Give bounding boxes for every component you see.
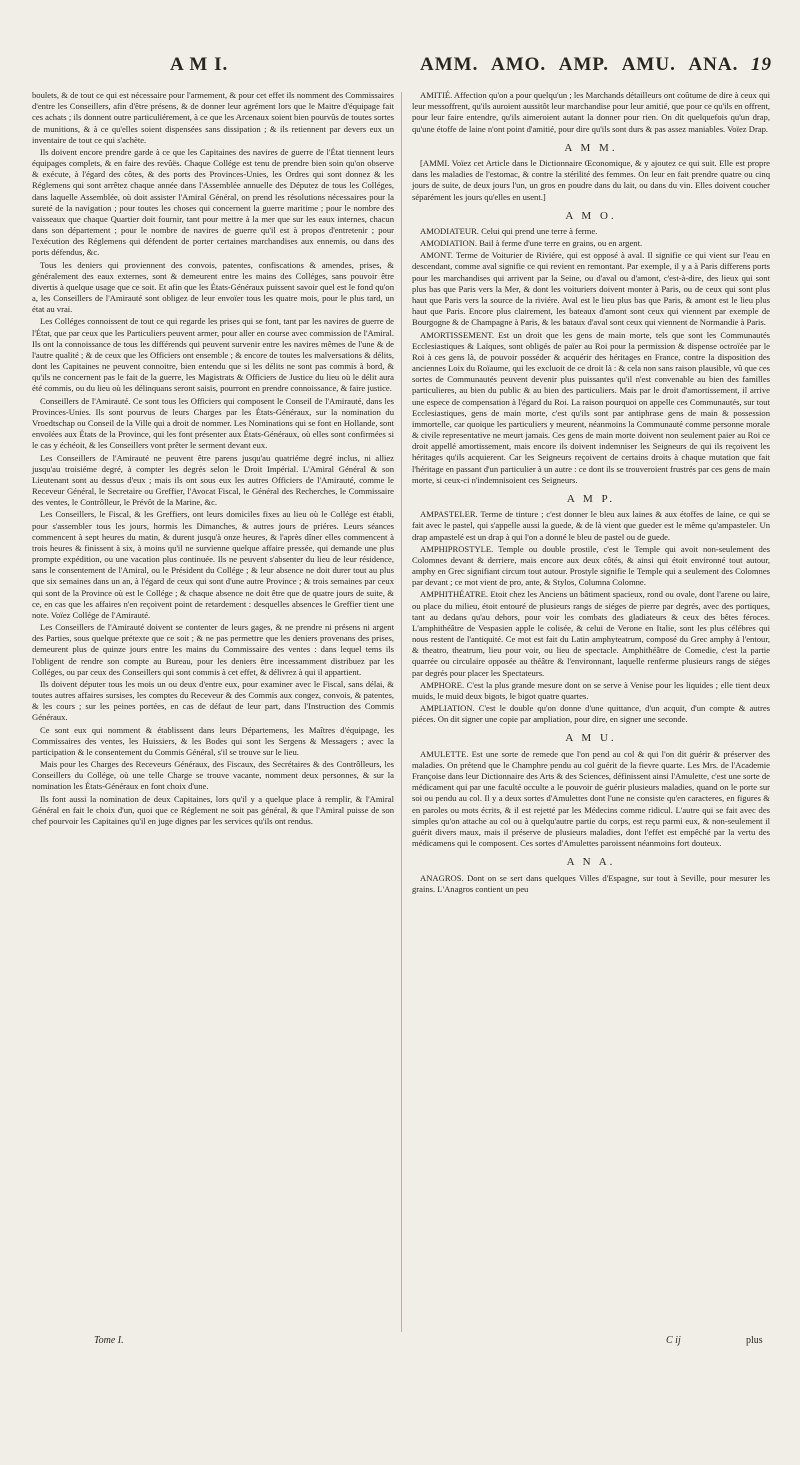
entry-anagros: ANAGROS. Dont on se sert dans quelques Villes d'Espagne, sur tout à Seville, pour mesurer les grains. L'Anagros contient un peu (412, 872, 770, 894)
entry-amortissement: AMORTISSEMENT. Est un droit que les gens de main morte, tels que sont les Communautés Ecclesiastiques & Laïques, sont obligés de païer au Roi pour la permission & dispense octroïée par le Roi à ces gens là, de pouvoir posséder & acquérir des héritages en France, contre la disposition des anciennes Loix du Roïaume, qui les excluoit de ce droit là : & cela non sans raison plausible, vû que ces sortes de Communautés peuvent devenir plus puissantes qu'il n'est convenable au bien des familles particulieres, au bien du public & au bien des particuliers. Mais par le droit d'amortissement, il arrive une espece de compensation à l'égard du Roi. La raison pourquoi on appelle ces Communautés, sur tout Ecclesiastiques, gens de main morte, c'est qu'ils sont par antiphrase gens de main & possession immortelle, car quoique les particuliers y meurent, néanmoins la Communauté comme personne morale & civile representative ne meurt jamais. Ces gens de main morte doivent non seulement paier au Roi ce droit appellé amortissement, mais encore ils doivent indemniser les Seigneurs de qui ils reçoivent les héritages qu'ils acquierent. Car les Seigneurs reçoivent de certains droits à chaque mutation que fait l'héritage en passant d'un particulier à un autre : ce dont ils se trouveroient frustrés par ces gens de main morte, si ceux-ci n'indemnisoient ces Seigneurs. (412, 329, 770, 485)
paragraph: Tous les deniers qui proviennent des convois, patentes, confiscations & amendes, prises, & généralement des eaux externes, sont & demeurent entre les mains des Colléges, sans pouvoir être divertis à quelque usage que ce soit. Et afin que les États-Généraux puissent savoir quel est le fond qu'on a, les Conseillers de l'Amirauté sont obligez de leur envoïer tous les quatre mois, pour le plus tard, un état au vrai. (32, 259, 394, 315)
entry-ampasteler: AMPASTELER. Terme de tinture ; c'est donner le bleu aux laines & aux étoffes de laine, ce qui se fait avec le pastel, qui s'appelle aussi la guede, & de là vient que gueder est le même qu'ampasteler. Un drap ampastelé est un drap à qui l'on a donné le bleu de pastel ou de guede. (412, 509, 770, 542)
column-divider (401, 92, 402, 1332)
head-term: AMM. (420, 54, 479, 75)
section-heading: A M U. (565, 732, 617, 745)
head-term: ANA. (688, 54, 739, 75)
page-number: 19 (751, 54, 772, 75)
paragraph: Ce sont eux qui nomment & établissent dans leurs Départemens, les Maîtres d'équipage, les Commissaires des ventes, les Huissiers, & les Bodes qui sont les Sergens & Messagers ; avec la participation & le consentement du Commis Général, s'il se trouve sur le lieu. (32, 724, 394, 757)
entry-amont: AMONT. Terme de Voiturier de Riviére, qui est opposé à aval. Il signifie ce qui vient sur l'eau en descendant, comme aval signifie ce qui revient en remontant. Par exemple, il y a à Paris differens ports pour les marchandises qui arrivent par la Seine, ou d'aval ou d'amont, c'est-à-dire, des lieux qui sont plus bas que Paris vers la Mer, & dont les voituriers doivent monter à Paris, ou de ceux qui sont plus haut que Paris vers la source de la riviére. Aval est le lieu plus bas que Paris, & amont est le lieu plus haut que Paris. Encore plus clairement, les bateaux d'amont sont ceux qui viennent par exemple de Bourgogne & de Champagne à Paris, & les bataux d'aval sont ceux qui viennent de Normandie à Paris. (412, 250, 770, 328)
running-head-right (420, 54, 772, 76)
paragraph: boulets, & de tout ce qui est nécessaire pour l'armement, & pour cet effet ils nomment des Commissaires d'entre les Conseillers, afin d'être présens, & de donner leur agrément lors que le Maitre d'équipage fait ces achats ; ils donnent outre particuliérement, à ce que les Arcenaux soient bien pourvûs de toutes sortes de munitions, & à ce qu'elles soient dispensées sans dissipation ; & ils retiennent par devers eux un inventaire de tout ce qui s'achète. (32, 90, 394, 145)
right-column (412, 90, 770, 896)
paragraph: Mais pour les Charges des Receveurs Généraux, des Fiscaux, des Secrétaires & des Contrôlleurs, les Conseillers du Collége, où une telle Charge se trouve vacante, nomment deux personnes, & sur la nomination les États-Généraux en font choix d'une. (32, 759, 394, 792)
paragraph: Ils font aussi la nomination de deux Capitaines, lors qu'il y a quelque place à remplir, & l'Amiral Général en fait le choix d'un, quoi que ce Réglement ne soit pas général, & que l'Amiral puisse de son chef pourvoir les Capitaines qu'il en juge dignes par les services qu'ils ont rendus. (32, 793, 394, 826)
paragraph: Ils doivent députer tous les mois un ou deux d'entre eux, pour examiner avec le Fiscal, sans délai, & toutes autres affaires sursises, les comptes du Receveur & des Commis aux congez, convois, & patentes, & les cours ; sur les peines portées, en cas de défaut de leur part, dans l'Instruction des Commis Généraux. (32, 678, 394, 723)
section-heading: A M O. (565, 209, 617, 222)
entry-amulette: AMULETTE. Est une sorte de remede que l'on pend au col & qui l'on dit guérir & préserver des maladies. On prétend que le Champhre pendu au col guérit de la fievre quarte. Les Mrs. de l'Academie Françoise dans leur Dictionnaire des Arts & des Sciences, définissent ainsi l'Amulette, c'est une sorte de médicament qui par une faculté occulte a le pouvoir de guérir plusieurs maladies, quand on le porte sur soi ou pendu au col. Il y a deux sortes d'Amulettes dont l'une ne consiste qu'en caracteres, en figures & en paroles ou mots écrits, & il est rejetté par les Médecins comme ridicul. L'autre qui se fait avec des simples qu'on attache au col ou à quelqu'autre partie du corps, est reçu parmi eux, & non-seulement il guérit divers maux, mais il préserve de plusieurs maladies, dont l'effet est empêché par la vertu des médicamens qui le composent. Ces sortes d'Amulettes paroissent néanmoins fort douteux. (412, 748, 770, 849)
paragraph: Les Conseillers de l'Amirauté ne peuvent être parens jusqu'au quatriéme degré inclus, ni alliez jusqu'au troisiéme degré, à compter les degrés selon le Droit Impérial. L'Amiral Général & son Lieutenant sont au dessus d'eux ; mais ils ont sous eux les autres Officiers de l'Amirauté, comme le Receveur Général, le Secretaire ou Greffier, l'Avocat Fiscal, le Général des Recherches, le Commissaire des ventes, le Contrôlleur, le Prévôt de la Marine, &c. (32, 452, 394, 508)
catchword: plus (746, 1335, 763, 1346)
entry-amodiateur: AMODIATEUR. Celui qui prend une terre à ferme. (420, 225, 598, 236)
running-head-left: A M I. (170, 54, 229, 75)
entry-amitie: AMITIÉ. Affection qu'on a pour quelqu'un ; les Marchands détailleurs ont coûtume de dire à ceux qui leur messoffrent, qu'ils auroient aussitôt leur marchandise pour leur amitié, que pour ce qu'ils en offrent, pour leur faire entendre, qu'ils aimeroient autant la donner pour rien. On dit quelquefois qu'un drap, qu'une étoffe de laine n'ont point d'amitié, pour dire qu'ils sont durs & pas assez maniables. Voïez Drap. (412, 90, 770, 134)
entry-amphore: AMPHORE. C'est la plus grande mesure dont on se serve à Venise pour les liquides ; elle tient deux muids, le muid deux bigots, le bigot quatre quartes. (412, 679, 770, 701)
entry-amodiation: AMODIATION. Bail à ferme d'une terre en grains, ou en argent. (420, 238, 643, 249)
entry-ampliation: AMPLIATION. C'est le double qu'on donne d'une quittance, d'un acquit, d'un compte & autres piéces. On dit signer une copie par ampliation, pour dire, en signer une seconde. (412, 703, 770, 725)
section-heading: A N A. (566, 856, 616, 869)
entry-amphiprostyle: AMPHIPROSTYLE. Temple ou double prostile, c'est le Temple qui avoit non-seulement des Colomnes devant & derriere, mais encore aux deux côtés, & ainsi qui étoit environné tout autour, amphy en Grec signifiant circum tout autour. Prostyle signifie le Temple qui a seulement des Colomnes par devant ; ce mot vient de pro, ante, & Stylos, Columna Colomne. (412, 543, 770, 588)
paragraph: Les Conseillers, le Fiscal, & les Greffiers, ont leurs domiciles fixes au lieu où le Collége est établi, pour s'assembler tous les jours, hormis les Dimanches, & autres jours de priéres. Leurs séances commencent à sept heures du matin, & durent jusqu'à onze heures, & l'après dîner elles commencent à trois heures & finissent à six, à moins qu'il ne survienne quelque affaire pressée, qui demande une plus prompte expédition, ou une vacation plus continuée. Ils ne peuvent s'absenter du lieu de leur résidence, sans le consentement de l'Amiral, ou le Président du Collége ; & leur absence ne doit durer tout au plus que six semaines dans un an, à l'égard de ceux qui sont d'une autre Province ; & trois semaines par ceux qui sont de la Province où est le Collége ; & chaque absence ne doit être que de quatre jours de suite, & ce, en cas que les affaires n'en reçoivent point de retardement : desquelles absences le Greffier tient une note. Voïez Collége de l'Amirauté. (32, 509, 394, 620)
signature-mark: C ij (666, 1335, 681, 1346)
volume-mark: Tome I. (94, 1335, 124, 1346)
left-column (32, 90, 394, 828)
section-heading: A M M. (564, 141, 618, 154)
paragraph: Ils doivent encore prendre garde à ce que les Capitaines des navires de guerre de l'État tiennent leurs équipages complets, & en faire des revûës. Chaque Collége est tenu de prendre bien soin qu'on observe & exécute, à l'égard des côtes, & des ports des Provinces-Unies, les Ordres qui sont donnez & les Réglemens qui sont arrêtez chaque année dans l'Assemblée annuelle des Députez de tous les Colléges, dans laquelle Assemblée, où doit assister l'Amiral Général, on prend les résolutions nécessaires pour la sureté de la navigation ; pour toutes les choses qui concernent la guerre maritime ; pour le nombre des vaisseaux que chaque Quartier doit fournir, tant pour mettre à la mer que sur les eaux internes, chacun dans son département ; pour le nombre de navires de guerre qu'il est à propos d'entretenir ; pour l'exécution des Réglemens qui défendent de porter certaines marchandises aux ennemis, ou dans des ports défendus, &c. (32, 146, 394, 258)
head-term: AMU. (621, 54, 676, 75)
entry-ammi: [AMMI. Voïez cet Article dans le Dictionnaire Œconomique, & y ajoutez ce qui suit. Elle est propre dans les maladies de l'estomac, & contre la stérilité des femmes. On leur en fait prendre quatre ou cinq jours de suite, de deux jours l'un, un gros en poudre dans du lait, ou dans du vin. Elles doivent coucher séparément les jours qu'elles en usent.] (412, 157, 770, 202)
paragraph: Les Conseillers de l'Amirauté doivent se contenter de leurs gages, & ne prendre ni présens ni argent des Parties, sous quelque prétexte que ce soit ; & ne pas permettre que les deniers provenans des prises, demeurent plus de quinze jours entre les mains du Commissaire des ventes : dans lequel tems ils l'obligent de rendre son compte au Bureau, pour les deniers être incessamment distribuez par les Colléges, ou par ceux des Conseillers qui sont commis à cet effet, & délivrez à qui il appartient. (32, 622, 394, 677)
paragraph: Conseillers de l'Amirauté. Ce sont tous les Officiers qui composent le Conseil de l'Amirauté, dans les Provinces-Unies. Ils sont pourvus de leurs Charges par les États-Généraux, sur la nomination du Vroedtschap ou Conseil de la Ville qui a droit de nommer. Les Nominations qui se font en Hollande, sont envoïées aux États de la Province, qui les font présenter aux États-Généraux, où elles sont confirmées si le cas y échéoit, & les Conseillers vont prêter le serment devant eux. (32, 395, 394, 451)
head-term: AMO. (490, 54, 547, 75)
section-heading: A M P. (566, 492, 616, 505)
paragraph: Les Colléges connoissent de tout ce qui regarde les prises qui se font, tant par les navires de guerre de l'État, que par ceux que les Particuliers peuvent armer, pour aller en course avec commission de l'Amiral. Ils ont la connoissance de tous les différends qui peuvent survenir entre les navires mêmes de l'une & de l'autre qualité ; & de ceux que les Officiers ont ensemble ; & encore de toutes les malversations & délits, dont les Capitaines ne peuvent connoitre, bien entendu que si les délits ne sont pas commis à bord, & qu'ils ne concernent pas le fait de la guerre, les Magistrats & Officiers de Justice du lieu où le délit aura été commis, ou du lieu où les délinquans seront saisis, pourront en prendre connoissance, & faire justice. (32, 316, 394, 394)
head-term: AMP. (558, 54, 610, 75)
entry-amphitheatre: AMPHITHÉATRE. Etoit chez les Anciens un bâtiment spacieux, rond ou ovale, dont l'arene ou laire, ou place du milieu, étoit entouré de plusieurs rangs de siéges de pierre par degrés, avec des portiques, tant au dedans qu'au dehors, pour voir les combats des gladiateurs & ceux des bêtes féroces. L'amphithéâtre de Vespasien apple le colisée, & celui de Verone en Italie, sont les plus célébres qui nous restent de l'antiquité. Ce mot est fait du Latin amphyteatrum, composé du Grec amphy à l'entour, & theatro, theatrum, lieu pour voir, ou lieu de spectacle. Amphithéâtre de Comedie, c'est la partie quarrée ou circulaire opposée au théâtre & l'environnant, laquelle renferme plusieurs rangs de siéges par degrés pour placer les Spectateurs. (412, 589, 770, 678)
